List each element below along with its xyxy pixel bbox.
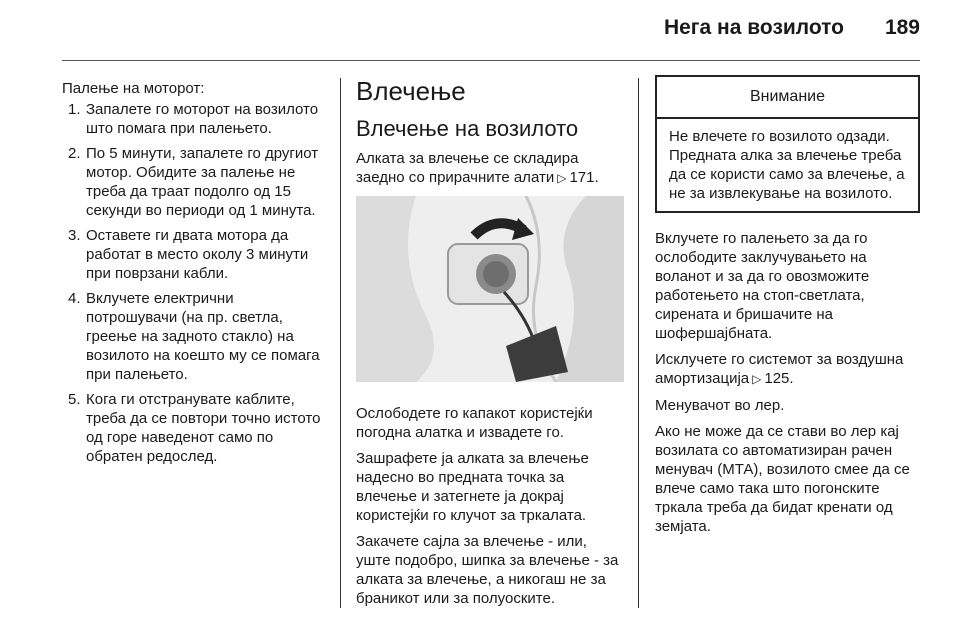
list-item [62, 226, 324, 283]
paragraph-text: Исклучете го системот за воздушна амортизација [655, 351, 904, 387]
paragraph-screw-in-eye: Зашрафете ја алката за влечење надесно во предната точка за влечење и затегнете ја докрај користејќи го клучот за тркалата. [356, 450, 589, 524]
intro-text: Палење на моторот: [62, 80, 205, 97]
header-divider [62, 60, 920, 61]
step-number: 4. [68, 290, 81, 307]
paragraph-attach-rope: Закачете сајла за влечење - или, уште подобро, шипка за влечење - за алката за влечење, а никогаш не за браникот или за полуоските. [356, 533, 619, 607]
page-reference[interactable]: 171. [569, 169, 599, 186]
step-number: 5. [68, 391, 81, 408]
list-item [62, 144, 324, 220]
paragraph-ignition: Вклучете го палењето за да го ослободите заклучувањето на воланот и за да го овозможите работењето на стоп-светлата, сирената и бришачите на шофершајбната. [655, 230, 870, 342]
column-left [62, 79, 324, 472]
step-text: Оставете ги двата мотора да работат в место околу 3 минути при поврзани кабли. [86, 227, 309, 282]
warning-text: Не влечете го возилото одзади. Предната алка за влечење треба да се користи само за влечење, а не за извлекување на возилото. [669, 128, 905, 202]
warning-box [655, 75, 920, 213]
list-item [62, 390, 324, 466]
paragraph-neutral: Менувачот во лер. [655, 397, 785, 414]
list-item [62, 100, 324, 138]
column-divider-2 [638, 78, 639, 608]
step-number: 1. [68, 101, 81, 118]
step-number: 2. [68, 145, 81, 162]
step-number: 3. [68, 227, 81, 244]
paragraph-remove-cover: Ослободете го капакот користејќи погодна алатка и извадете го. [356, 405, 593, 441]
section-title: Влечење [356, 76, 466, 106]
header-title: Нега на возилото [663, 16, 844, 39]
triangle-reference-icon: ▷ [557, 171, 567, 185]
towing-eye-storage-text [356, 149, 624, 188]
step-text: Запалете го моторот на возилото што помага при палењето. [86, 101, 319, 137]
section-subtitle: Влечење на возилото [356, 116, 579, 141]
paragraph-mta: Ако не може да се стави во лер кај возилата со автоматизиран рачен менувач (МТА), возилото смее да се влече само така што погонските тркала треба да бидат кренати од земјата. [655, 423, 910, 535]
page-number: 189 [884, 16, 920, 39]
step-text: По 5 минути, запалете го другиот мотор. Обидите за палење не треба да траат подолго од 15 секунди во периоди од 1 минута. [86, 145, 319, 219]
paragraph-text: Алката за влечење се складира заедно со прирачните алати [356, 150, 579, 186]
steps-list [62, 100, 324, 466]
column-middle [356, 77, 624, 615]
towing-eye-illustration [356, 196, 624, 382]
page-reference[interactable]: 125. [764, 370, 794, 387]
column-right [655, 75, 920, 543]
column-divider-1 [340, 78, 341, 608]
triangle-reference-icon: ▷ [752, 372, 762, 386]
warning-heading: Внимание [657, 77, 918, 119]
list-item [62, 289, 324, 384]
step-text: Кога ги отстранувате каблите, треба да се повтори точно истото од горе наведенот само по обратен редослед. [86, 391, 321, 465]
paragraph-air-suspension [655, 350, 920, 389]
page-header [0, 0, 960, 60]
step-text: Вклучете електрични потрошувачи (на пр. светла, греење на задното стакло) на возилото на коешто му се помага при палењето. [86, 290, 320, 383]
